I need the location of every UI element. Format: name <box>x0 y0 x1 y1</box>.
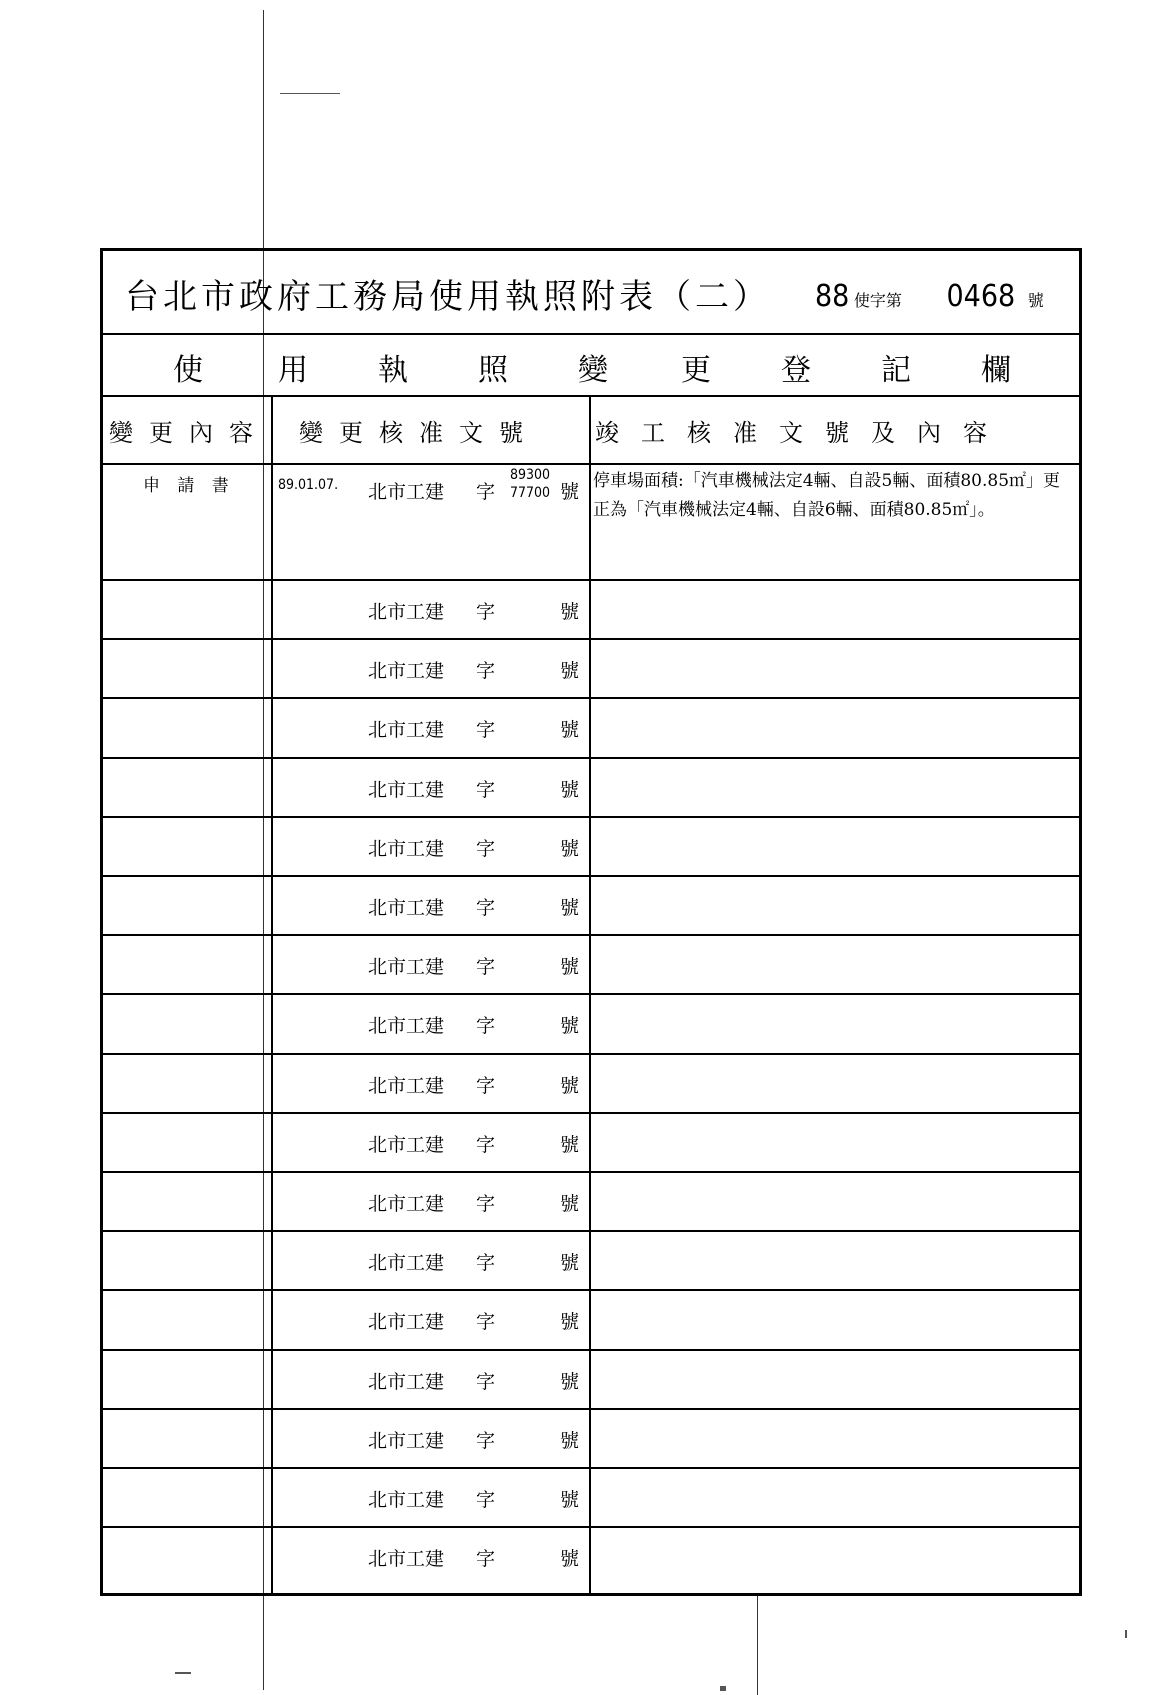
completion-content: 停車場面積:「汽車機械法定4輛、自設5輛、面積80.85㎡」更正為「汽車機械法定4輛、自設6輛、面積80.85㎡」。 <box>593 471 1061 520</box>
permit-year: 88 <box>815 279 850 314</box>
approval-word: 字 <box>476 1548 496 1571</box>
approval-word: 字 <box>476 1429 496 1452</box>
approval-number-suffix: 號 <box>560 1548 580 1571</box>
table-row <box>103 816 1079 875</box>
approval-office: 北市工建 <box>368 1429 445 1452</box>
approval-word: 字 <box>476 660 496 683</box>
approval-number-suffix: 號 <box>560 897 580 919</box>
table-row <box>103 1053 1079 1112</box>
approval-word: 字 <box>476 1015 496 1038</box>
section-title-char: 使 <box>173 353 203 388</box>
approval-word: 字 <box>476 1133 496 1156</box>
approval-office: 北市工建 <box>368 1193 445 1215</box>
approval-number-suffix: 號 <box>560 481 580 503</box>
approval-word: 字 <box>476 778 496 801</box>
table-row <box>103 697 1079 756</box>
approval-date: 89.01.07. <box>278 477 339 493</box>
approval-word: 字 <box>476 956 496 979</box>
permit-word: 使字第 <box>853 291 902 310</box>
change-content-cell: 申 請 書 <box>143 476 235 496</box>
table-row-first-entry <box>103 463 1079 579</box>
approval-word: 字 <box>476 897 496 919</box>
approval-office: 北市工建 <box>368 1015 445 1038</box>
permit-suffix: 號 <box>1027 291 1044 310</box>
approval-number-suffix: 號 <box>560 1429 580 1452</box>
approval-office: 北市工建 <box>368 1074 445 1097</box>
approval-office: 北市工建 <box>368 1252 445 1275</box>
table-row <box>103 993 1079 1052</box>
approval-office: 北市工建 <box>368 1548 445 1571</box>
section-title-char: 執 <box>378 353 408 388</box>
col-header-change-approval: 變更核准文號 <box>299 419 539 447</box>
approval-office: 北市工建 <box>368 837 445 860</box>
approval-number-suffix: 號 <box>560 1015 580 1038</box>
approval-number-suffix: 號 <box>560 1489 580 1511</box>
approval-office: 北市工建 <box>368 1489 445 1511</box>
approval-office: 北市工建 <box>368 719 445 742</box>
approval-word: 字 <box>476 1370 496 1393</box>
table-row <box>103 1171 1079 1230</box>
approval-number-suffix: 號 <box>560 837 580 860</box>
approval-office: 北市工建 <box>368 1133 445 1156</box>
approval-office: 北市工建 <box>368 601 445 623</box>
permit-number-value: 0468 <box>946 279 1016 314</box>
scan-speck <box>720 1686 726 1691</box>
table-row <box>103 1289 1079 1348</box>
col-header-completion: 竣工核准文號及內容 <box>595 419 1009 447</box>
approval-number-suffix: 號 <box>560 956 580 979</box>
table-row <box>103 638 1079 697</box>
approval-number-suffix: 號 <box>560 601 580 623</box>
approval-office: 北市工建 <box>368 1311 445 1334</box>
section-title-row <box>103 333 1079 397</box>
table-row <box>103 1467 1079 1526</box>
approval-word: 字 <box>476 1489 496 1511</box>
table-row <box>103 934 1079 993</box>
col-header-change-content: 變更內容 <box>109 419 269 447</box>
form-title: 台北市政府工務局使用執照附表（二） <box>125 277 771 317</box>
table-row <box>103 1230 1079 1289</box>
section-title-char: 更 <box>681 353 711 388</box>
approval-word: 字 <box>476 1311 496 1334</box>
section-title-char: 用 <box>278 353 308 388</box>
approval-word: 字 <box>476 837 496 860</box>
section-title-char: 照 <box>478 353 508 388</box>
table-row <box>103 1349 1079 1408</box>
section-title-char: 登 <box>781 353 811 388</box>
approval-word: 字 <box>476 719 496 742</box>
section-title-char: 記 <box>881 353 911 388</box>
approval-office: 北市工建 <box>368 897 445 919</box>
permit-form <box>100 248 1082 1596</box>
scan-fold-line-bottom <box>757 1596 758 1695</box>
approval-number-suffix: 號 <box>560 1370 580 1393</box>
approval-office: 北市工建 <box>368 956 445 979</box>
section-title-char: 變 <box>578 353 608 388</box>
approval-office: 北市工建 <box>368 481 445 503</box>
approval-number-suffix: 號 <box>560 1133 580 1156</box>
column-header-row <box>103 395 1079 465</box>
approval-number-bottom: 77700 <box>510 485 551 501</box>
scan-speck <box>175 1672 191 1674</box>
approval-number-suffix: 號 <box>560 1252 580 1275</box>
approval-office: 北市工建 <box>368 660 445 683</box>
approval-office: 北市工建 <box>368 1370 445 1393</box>
approval-word: 字 <box>476 481 496 503</box>
permit-number <box>815 279 1044 314</box>
approval-number-suffix: 號 <box>560 778 580 801</box>
approval-word: 字 <box>476 601 496 623</box>
section-title-char: 欄 <box>981 353 1011 388</box>
approval-number-top: 89300 <box>510 467 551 483</box>
approval-word: 字 <box>476 1193 496 1215</box>
table-row <box>103 757 1079 816</box>
approval-office: 北市工建 <box>368 778 445 801</box>
approval-number-suffix: 號 <box>560 1074 580 1097</box>
approval-number-suffix: 號 <box>560 1311 580 1334</box>
table-row <box>103 1408 1079 1467</box>
approval-word: 字 <box>476 1074 496 1097</box>
scan-speck <box>1125 1630 1127 1638</box>
approval-number-suffix: 號 <box>560 660 580 683</box>
table-row <box>103 1526 1079 1585</box>
approval-number-suffix: 號 <box>560 719 580 742</box>
form-title-row <box>103 251 1079 335</box>
table-row <box>103 875 1079 934</box>
approval-number-suffix: 號 <box>560 1193 580 1215</box>
table-row <box>103 579 1079 638</box>
table-row <box>103 1112 1079 1171</box>
scan-speck <box>280 93 340 94</box>
approval-word: 字 <box>476 1252 496 1275</box>
